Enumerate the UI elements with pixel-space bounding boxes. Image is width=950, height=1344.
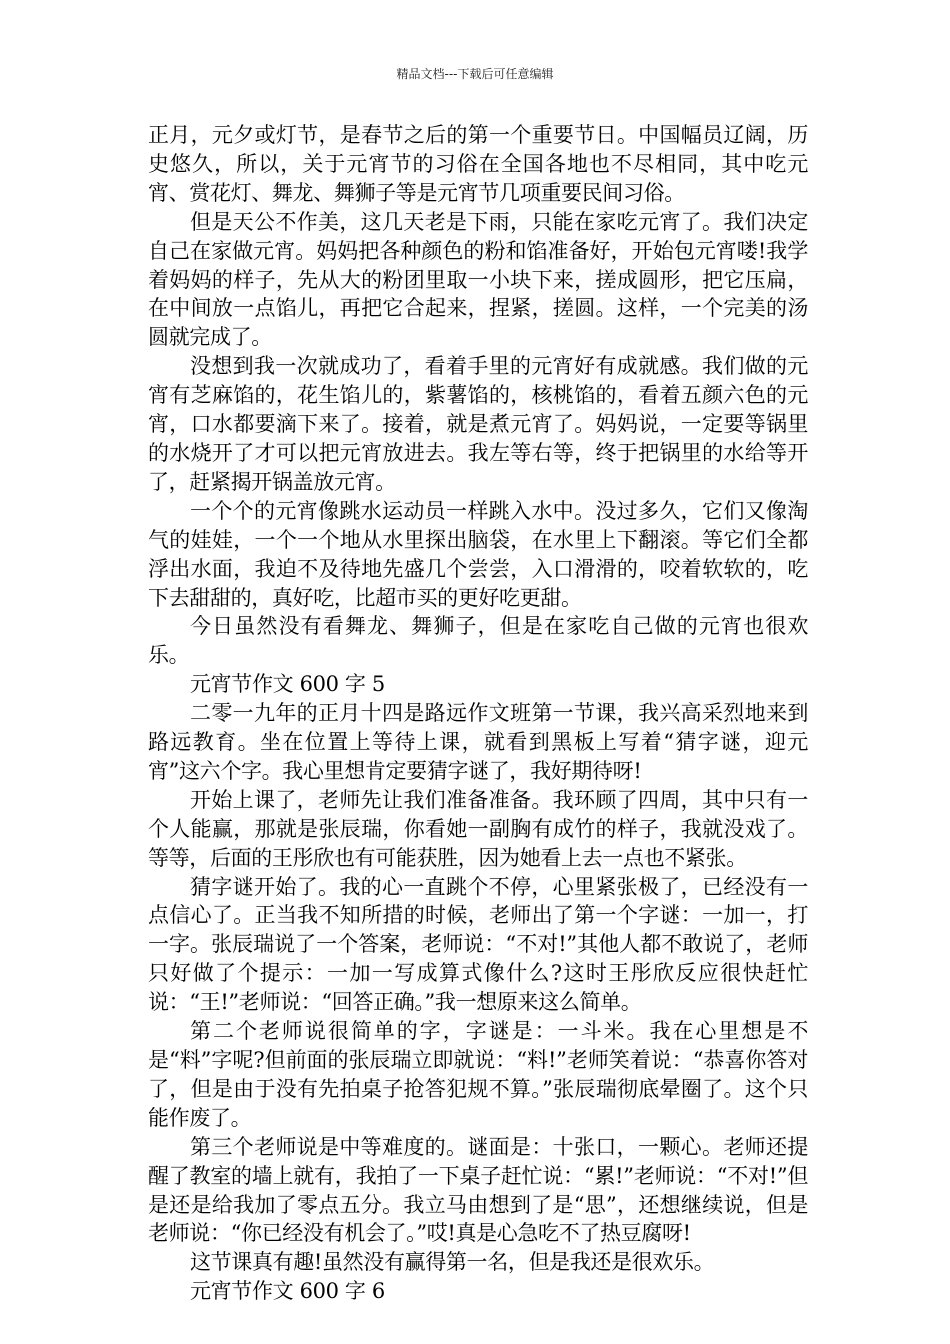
paragraph: 开始上课了，老师先让我们准备准备。我环顾了四周，其中只有一个人能赢，那就是张辰瑞，你看她一副胸有成竹的样子，我就没戏了。等等，后面的王彤欣也有可能获胜，因为她看上去一点也不紧张。 bbox=[148, 787, 808, 870]
paragraph: 这节课真有趣!虽然没有赢得第一名，但是我还是很欢乐。 bbox=[190, 1250, 715, 1275]
section-heading: 元宵节作文 600 字 6 bbox=[190, 1279, 385, 1304]
paragraph: 今日虽然没有看舞龙、舞狮子，但是在家吃自己做的元宵也很欢乐。 bbox=[148, 614, 808, 668]
page-header: 精品文档---下载后可任意编辑 bbox=[396, 67, 554, 81]
paragraph: 正月，元夕或灯节，是春节之后的第一个重要节日。中国幅员辽阔，历史悠久，所以，关于元宵节的习俗在全国各地也不尽相同，其中吃元宵、赏花灯、舞龙、舞狮子等是元宵节几项重要民间习俗。 bbox=[148, 123, 808, 205]
paragraph: 第二个老师说很简单的字，字谜是：一斗米。我在心里想是不是“料”字呢?但前面的张辰瑞立即就说：“料!”老师笑着说：“恭喜你答对了，但是由于没有先拍桌子抢答犯规不算。”张辰瑞彻底晕圈了。这个只能作废了。 bbox=[148, 1019, 808, 1130]
document-body bbox=[148, 121, 808, 1306]
paragraph: 二零一九年的正月十四是路远作文班第一节课，我兴高采烈地来到路远教育。坐在位置上等待上课，就看到黑板上写着“猜字谜，迎元宵”这六个字。我心里想肯定要猜字谜了，我好期待呀! bbox=[148, 701, 808, 783]
paragraph: 但是天公不作美，这几天老是下雨，只能在家吃元宵了。我们决定自己在家做元宵。妈妈把各种颜色的粉和馅准备好，开始包元宵喽!我学着妈妈的样子，先从大的粉团里取一小块下来，搓成圆形，把它压扁，在中间放一点馅儿，再把它合起来，捏紧，搓圆。这样，一个完美的汤圆就完成了。 bbox=[148, 209, 808, 350]
paragraph: 一个个的元宵像跳水运动员一样跳入水中。没过多久，它们又像淘气的娃娃，一个一个地从水里探出脑袋，在水里上下翻滚。等它们全都浮出水面，我迫不及待地先盛几个尝尝，入口滑滑的，咬着软软的，吃下去甜甜的，真好吃，比超市买的更好吃更甜。 bbox=[148, 498, 808, 610]
paragraph: 第三个老师说是中等难度的。谜面是：十张口，一颗心。老师还提醒了教室的墙上就有，我拍了一下桌子赶忙说：“累!”老师说：“不对!”但是还是给我加了零点五分。我立马由想到了是“思”，还想继续说，但是老师说：“你已经没有机会了。”哎!真是心急吃不了热豆腐呀! bbox=[148, 1134, 808, 1246]
paragraph: 猜字谜开始了。我的心一直跳个不停，心里紧张极了，已经没有一点信心了。正当我不知所措的时候，老师出了第一个字谜：一加一，打一字。张辰瑞说了一个答案，老师说：“不对!”其他人都不敢说了，老师只好做了个提示：一加一写成算式像什么?这时王彤欣反应很快赶忙说：“王!”老师说：“回答正确。”我一想原来这么简单。 bbox=[148, 874, 808, 1015]
section-heading: 元宵节作文 600 字 5 bbox=[190, 672, 385, 697]
paragraph: 没想到我一次就成功了，看着手里的元宵好有成就感。我们做的元宵有芝麻馅的，花生馅儿的，紫薯馅的，核桃馅的，看着五颜六色的元宵，口水都要滴下来了。接着，就是煮元宵了。妈妈说，一定要等锅里的水烧开了才可以把元宵放进去。我左等右等，终于把锅里的水给等开了，赶紧揭开锅盖放元宵。 bbox=[148, 354, 808, 494]
